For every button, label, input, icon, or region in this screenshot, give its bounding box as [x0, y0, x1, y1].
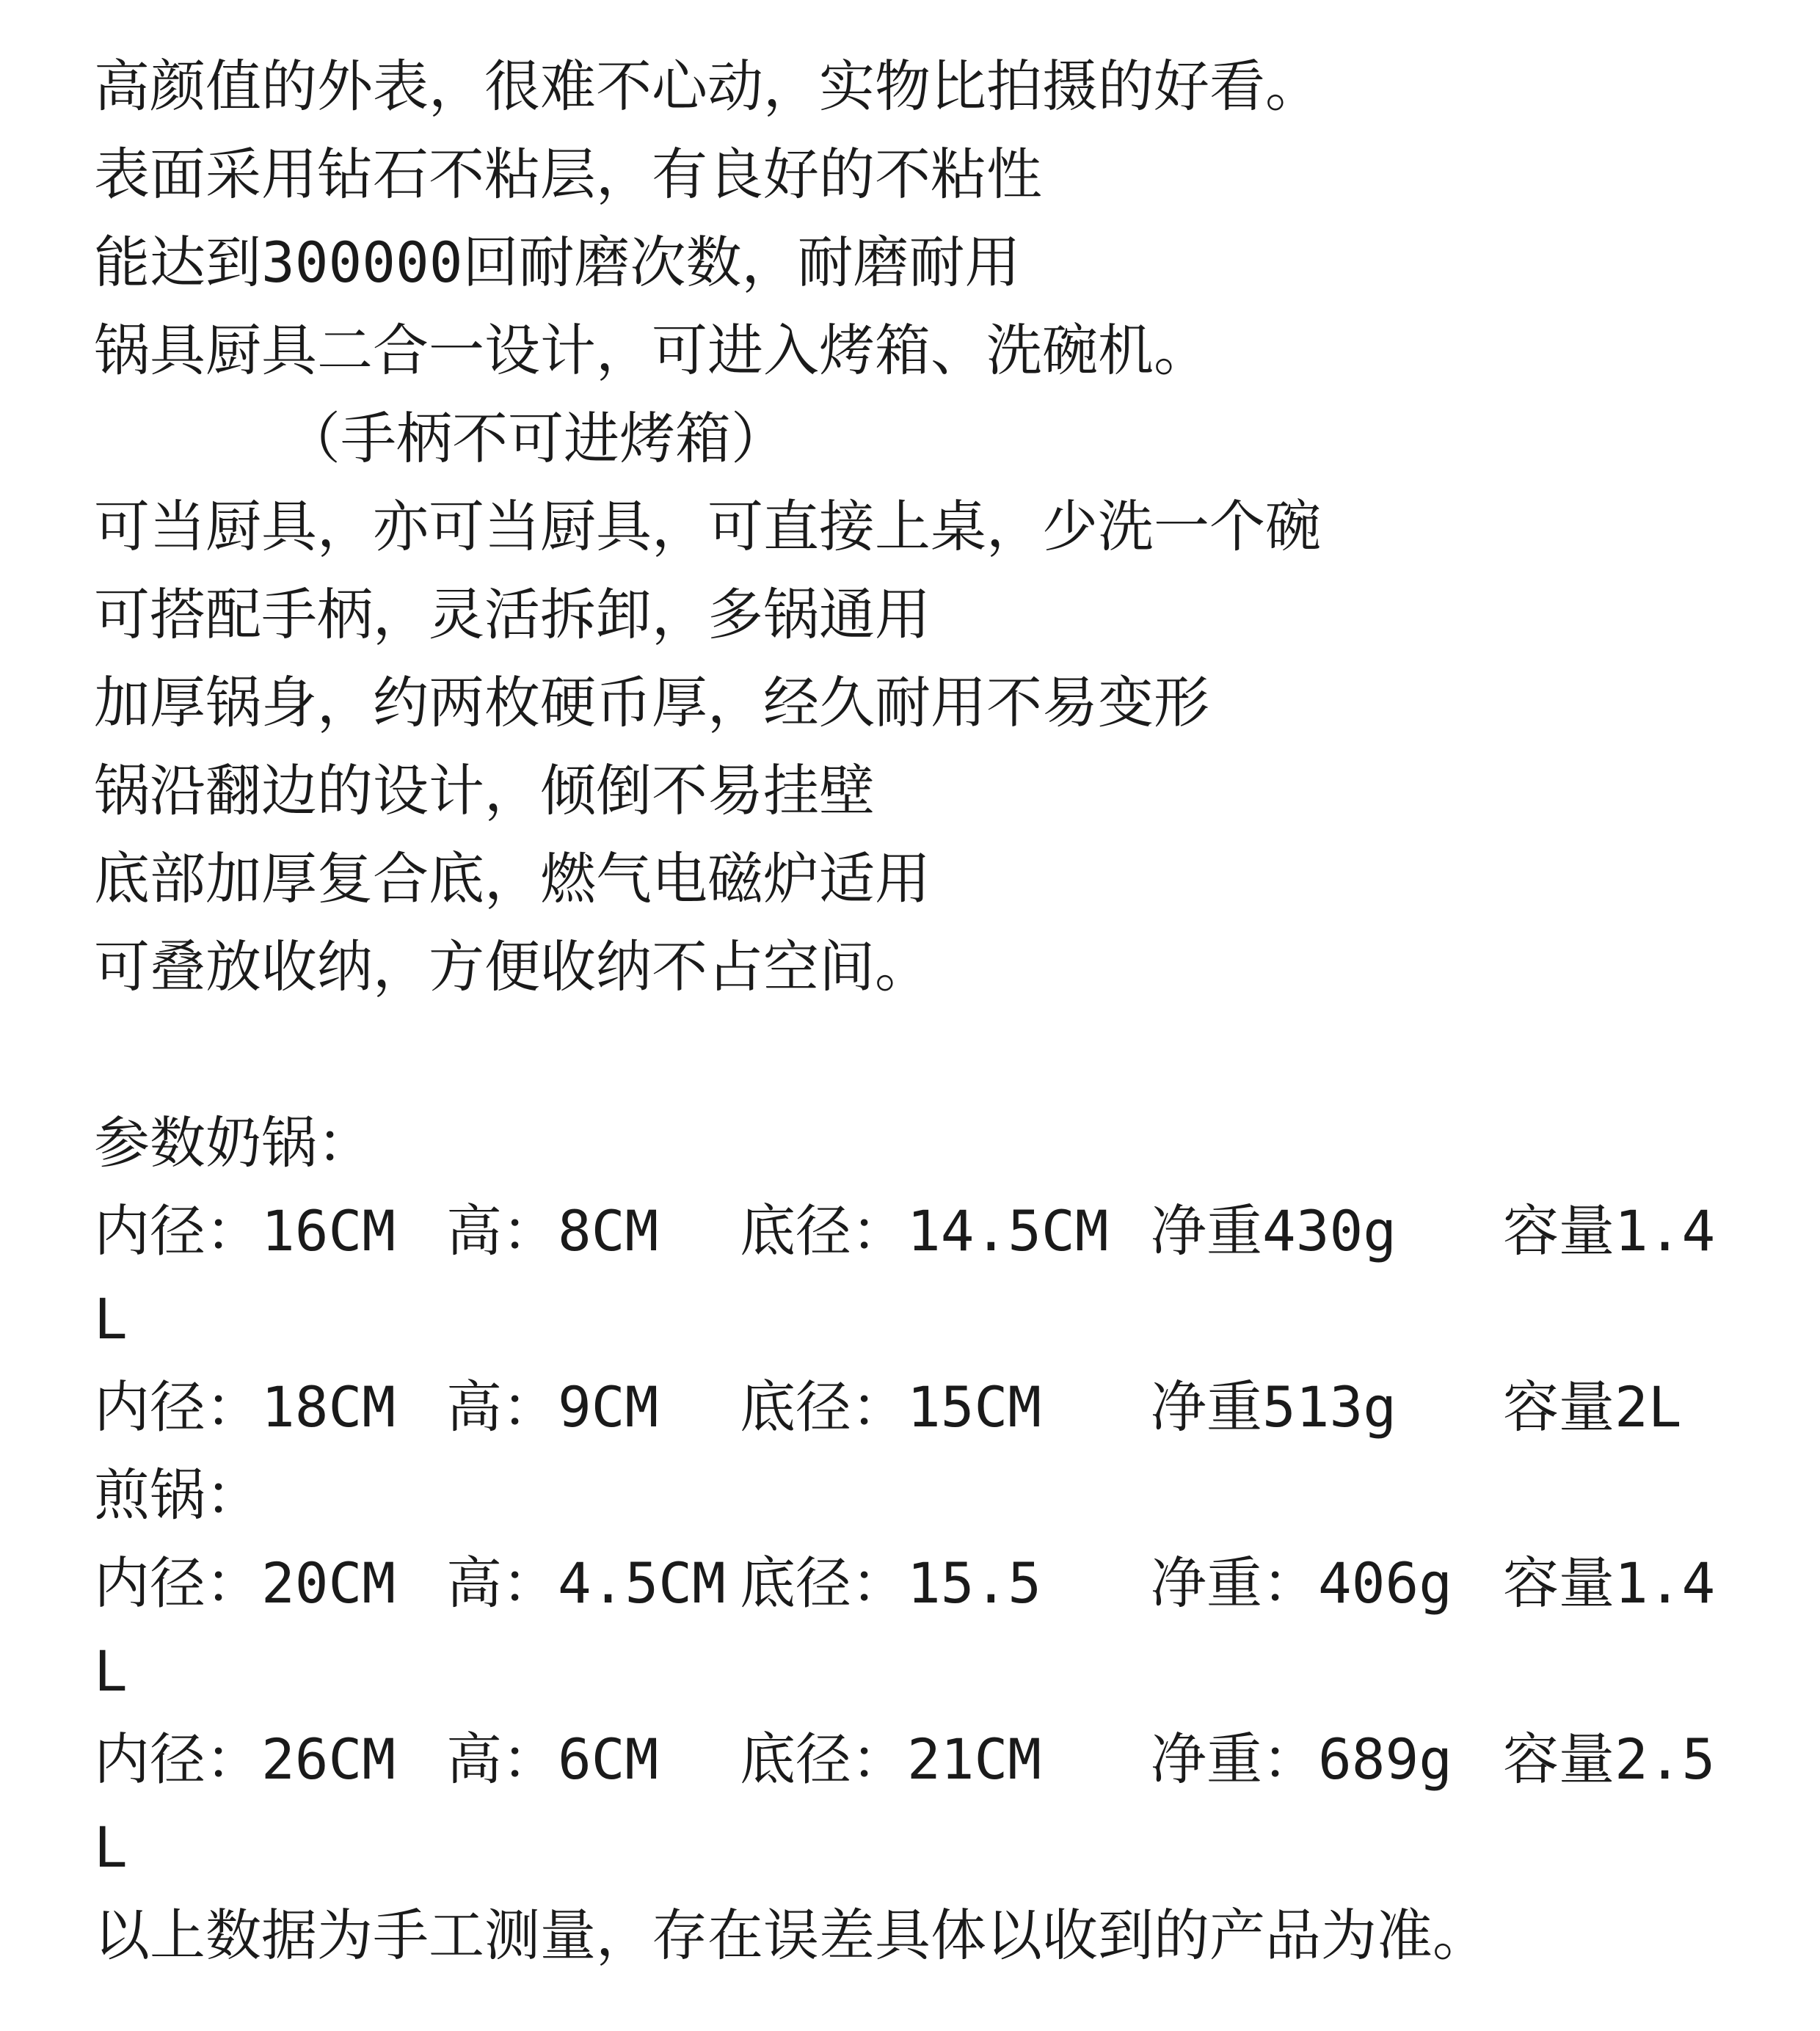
inner-diameter: 内径：16CM — [94, 1198, 396, 1264]
feature-line: 表面采用钻石不粘层，有良好的不粘性 — [94, 142, 1042, 207]
feature-line: 可叠放收纳，方便收纳不占空间。 — [94, 934, 931, 999]
inner-diameter: 内径：26CM — [94, 1726, 396, 1792]
inner-diameter: 内径：20CM — [94, 1550, 396, 1616]
net-weight: 净重513g — [1151, 1374, 1397, 1440]
height: 高：9CM — [446, 1374, 659, 1440]
net-weight: 净重430g — [1151, 1198, 1397, 1264]
net-weight: 净重：689g — [1151, 1726, 1453, 1792]
net-weight: 净重：406g — [1151, 1550, 1453, 1616]
capacity-wrap: L — [94, 1815, 128, 1880]
capacity: 容量1.4 — [1503, 1198, 1716, 1264]
capacity-wrap: L — [94, 1286, 128, 1352]
feature-line: 可当厨具，亦可当厨具，可直接上桌，少洗一个碗 — [94, 494, 1321, 559]
base-diameter: 底径：15CM — [740, 1374, 1042, 1440]
capacity: 容量2.5 — [1503, 1726, 1716, 1792]
base-diameter: 底径：14.5CM — [740, 1198, 1109, 1264]
feature-line: 锅具厨具二合一设计，可进入烤箱、洗碗机。 — [94, 318, 1209, 383]
height: 高：8CM — [446, 1198, 659, 1264]
spec-row — [94, 1187, 1782, 1275]
feature-line: 能达到300000回耐磨次数，耐磨耐用 — [94, 230, 1021, 295]
base-diameter: 底径：21CM — [740, 1726, 1042, 1792]
height: 高：6CM — [446, 1726, 659, 1792]
footer-note: 以上数据为手工测量，存在误差具体以收到的产品为准。 — [94, 1903, 1488, 1968]
capacity: 容量1.4 — [1503, 1550, 1716, 1616]
base-diameter: 底径：15.5 — [740, 1550, 1042, 1616]
feature-line: 加厚锅身，约两枚硬币厚，经久耐用不易变形 — [94, 670, 1209, 735]
milk-pot-heading: 参数奶锅： — [94, 1110, 373, 1175]
feature-line: 底部加厚复合底，燃气电磁炉适用 — [94, 846, 931, 911]
feature-line: 高颜值的外表，很难不心动，实物比拍摄的好看。 — [94, 54, 1321, 119]
height: 高：4.5CM — [446, 1550, 726, 1616]
frying-pan-heading: 煎锅： — [94, 1462, 261, 1528]
capacity: 容量2L — [1503, 1374, 1682, 1440]
feature-note: （手柄不可进烤箱） — [285, 406, 787, 471]
spec-row — [94, 1715, 1782, 1804]
spec-row — [94, 1539, 1782, 1627]
capacity-wrap: L — [94, 1638, 128, 1704]
spacer — [94, 1011, 1782, 1099]
feature-line: 可搭配手柄，灵活拆卸，多锅通用 — [94, 582, 931, 647]
spec-row — [94, 1363, 1782, 1451]
inner-diameter: 内径：18CM — [94, 1374, 396, 1440]
feature-line: 锅沿翻边的设计，倾倒不易挂壁 — [94, 758, 875, 823]
product-description — [94, 43, 1782, 1980]
